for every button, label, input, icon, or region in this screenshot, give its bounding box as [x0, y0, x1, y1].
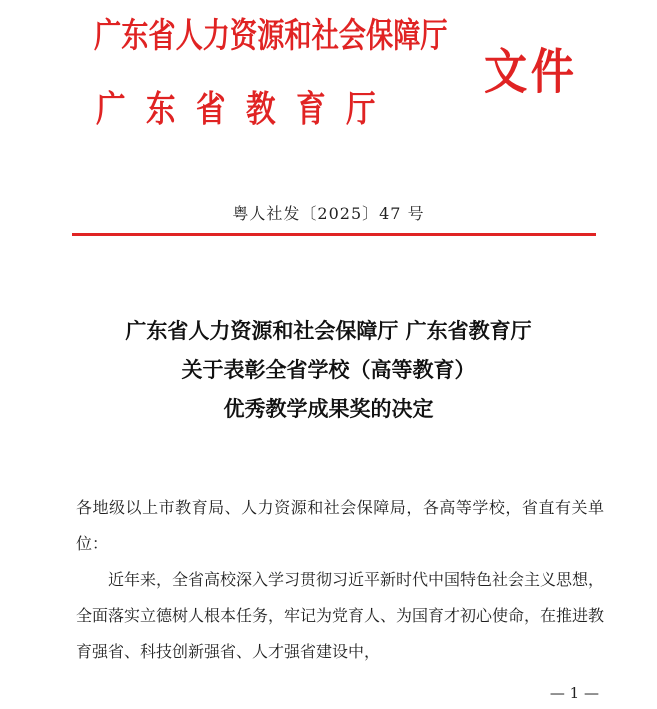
title-line-2: 关于表彰全省学校（高等教育） — [181, 358, 476, 382]
title-line-3: 优秀教学成果奖的决定 — [223, 397, 434, 421]
red-separator-line — [72, 233, 596, 236]
addressee-line: 各地级以上市教育局、人力资源和社会保障局，各高等学校，省直有关单位： — [76, 498, 604, 553]
issuer-name-education: 广东省教育厅 — [96, 89, 397, 130]
document-body — [76, 490, 604, 670]
page-number: — 1 — — [549, 684, 599, 702]
title-line-1: 广东省人力资源和社会保障厅 广东省教育厅 — [125, 319, 532, 343]
document-title — [0, 312, 657, 429]
issuer-name-hrss: 广东省人力资源和社会保障厅 — [94, 16, 448, 56]
document-type-label: 文件 — [484, 44, 578, 100]
document-number: 粤人社发〔2025〕47 号 — [232, 204, 425, 223]
body-paragraph: 近年来，全省高校深入学习贯彻习近平新时代中国特色社会主义思想，全面落实立德树人根本任务，牢记为党育人、为国育才初心使命，在推进教育强省、科技创新强省、人才强省建设中， — [76, 570, 605, 661]
